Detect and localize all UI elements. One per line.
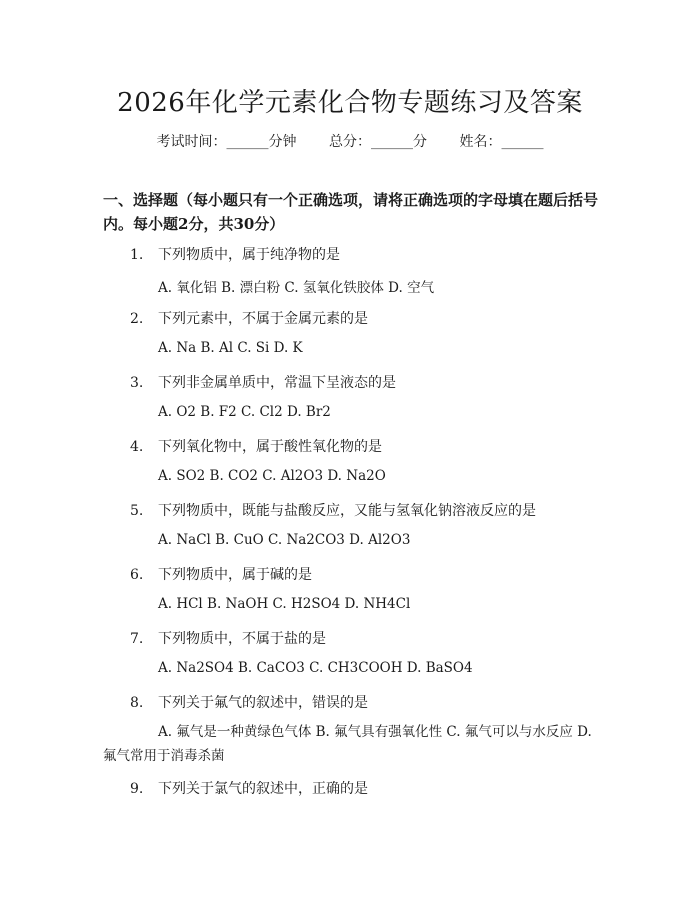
question-4 — [130, 436, 382, 456]
question-number: 5. — [130, 503, 144, 519]
question-8 — [130, 692, 368, 712]
question-number: 1. — [130, 247, 144, 263]
question-4-options: A. SO2 B. CO2 C. Al2O3 D. Na2O — [158, 468, 386, 484]
question-5-options: A. NaCl B. CuO C. Na2CO3 D. Al2O3 — [158, 532, 411, 548]
question-7-options: A. Na2SO4 B. CaCO3 C. CH3COOH D. BaSO4 — [158, 660, 473, 676]
question-2 — [130, 308, 368, 328]
question-text: 下列物质中，属于碱的是 — [158, 567, 312, 583]
section-heading: 一、选择题（每小题只有一个正确选项，请将正确选项的字母填在题后括号内。每小题2分，共30分） — [103, 191, 599, 233]
question-text: 下列物质中，属于纯净物的是 — [158, 247, 340, 263]
question-text: 下列物质中，不属于盐的是 — [158, 631, 326, 647]
question-1-options: A. 氧化铝 B. 漂白粉 C. 氢氧化铁胶体 D. 空气 — [158, 280, 435, 296]
exam-meta — [0, 131, 700, 151]
question-text: 下列关于氟气的叙述中，错误的是 — [158, 695, 368, 711]
exam-time: 考试时间：______分钟 — [156, 134, 297, 150]
question-3-options: A. O2 B. F2 C. Cl2 D. Br2 — [158, 404, 331, 420]
question-6 — [130, 564, 312, 584]
question-text: 下列元素中，不属于金属元素的是 — [158, 311, 368, 327]
question-9 — [130, 778, 368, 798]
question-8-options: A. 氟气是一种黄绿色气体 B. 氟气具有强氧化性 C. 氟气可以与水反应 D. 氟气常用于消毒杀菌 — [103, 724, 592, 764]
question-text: 下列物质中，既能与盐酸反应，又能与氢氧化钠溶液反应的是 — [158, 503, 536, 519]
document-title: 2026年化学元素化合物专题练习及答案 — [117, 88, 583, 118]
question-text: 下列关于氯气的叙述中，正确的是 — [158, 781, 368, 797]
question-text: 下列氧化物中，属于酸性氧化物的是 — [158, 439, 382, 455]
question-text: 下列非金属单质中，常温下呈液态的是 — [158, 375, 396, 391]
question-6-options: A. HCl B. NaOH C. H2SO4 D. NH4Cl — [158, 596, 411, 612]
exam-score: 总分：______分 — [329, 134, 427, 150]
question-number: 7. — [130, 631, 144, 647]
exam-name: 姓名：______ — [459, 134, 544, 150]
question-5 — [130, 500, 536, 520]
question-number: 4. — [130, 439, 144, 455]
question-number: 3. — [130, 375, 144, 391]
question-number: 2. — [130, 311, 144, 327]
question-number: 8. — [130, 695, 144, 711]
question-number: 6. — [130, 567, 144, 583]
question-1 — [130, 244, 340, 264]
question-2-options: A. Na B. Al C. Si D. K — [158, 340, 303, 356]
question-3 — [130, 372, 396, 392]
question-number: 9. — [130, 781, 144, 797]
question-7 — [130, 628, 326, 648]
